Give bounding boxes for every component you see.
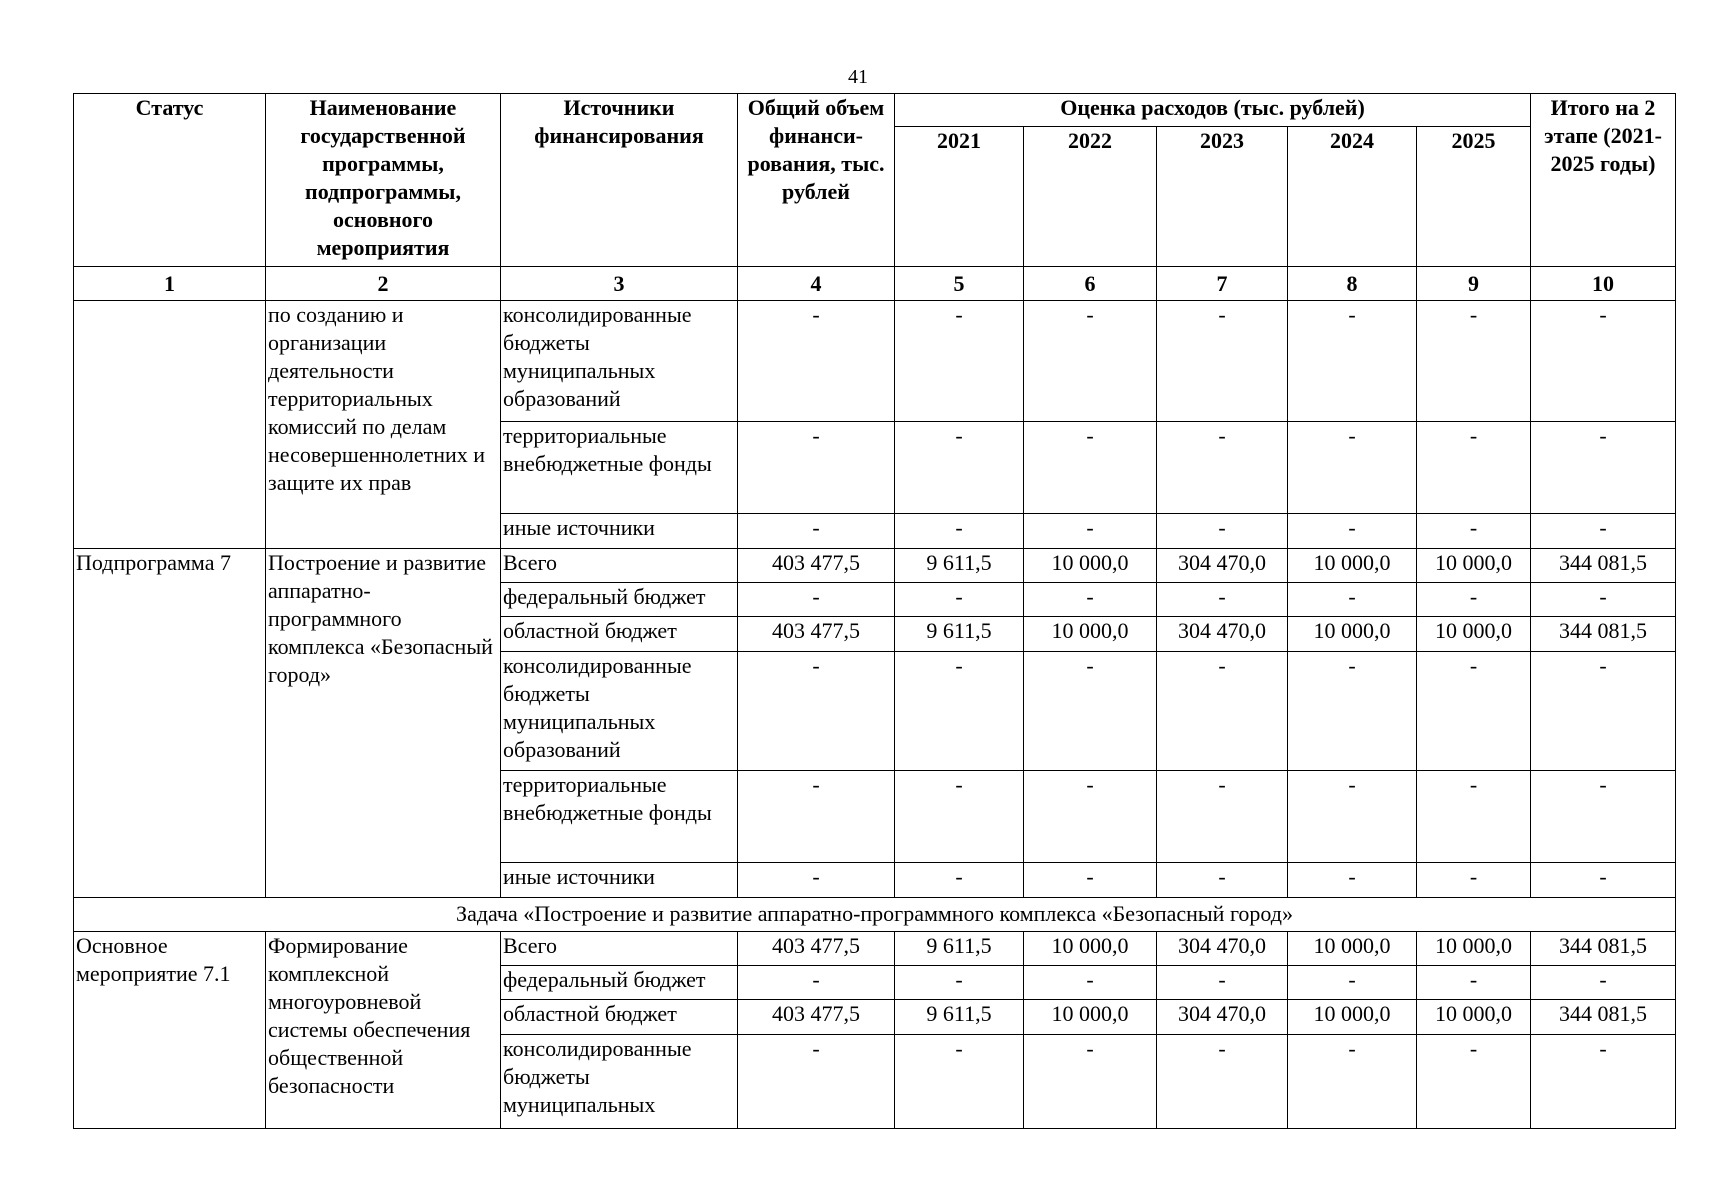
value-cell: - (1288, 514, 1417, 548)
header-total: Общий объем финанси-рования, тыс. рублей (738, 94, 895, 267)
value-cell: 403 477,5 (738, 1000, 895, 1035)
value-cell: - (1288, 1035, 1417, 1129)
value-cell: 10 000,0 (1417, 931, 1531, 965)
value-cell: - (895, 301, 1024, 422)
value-cell: - (1417, 1035, 1531, 1129)
column-numbers-row (74, 267, 1676, 301)
value-cell: - (1024, 863, 1157, 897)
value-cell: - (1024, 421, 1157, 514)
value-cell: - (1157, 301, 1288, 422)
header-row-1 (74, 94, 1676, 127)
header-name: Наименование государственной программы, подпрограммы, основного мероприятия (266, 94, 501, 267)
value-cell: 10 000,0 (1288, 931, 1417, 965)
value-cell: - (1157, 421, 1288, 514)
value-cell: - (1157, 863, 1288, 897)
source-cell: Всего (501, 931, 738, 965)
header-year: 2025 (1417, 127, 1531, 267)
source-cell: иные источники (501, 863, 738, 897)
value-cell: 304 470,0 (1157, 931, 1288, 965)
value-cell: - (1531, 514, 1676, 548)
value-cell: 403 477,5 (738, 931, 895, 965)
value-cell: - (1531, 582, 1676, 616)
value-cell: - (895, 863, 1024, 897)
column-number: 9 (1417, 267, 1531, 301)
value-cell: - (1417, 582, 1531, 616)
value-cell: 10 000,0 (1288, 1000, 1417, 1035)
value-cell: 10 000,0 (1417, 1000, 1531, 1035)
source-cell: консолидированные бюджеты муниципальных образований (501, 301, 738, 422)
value-cell: - (895, 514, 1024, 548)
name-cell: Формирование комплексной многоуровневой системы обеспечения общественной безопасности (266, 931, 501, 1128)
value-cell: - (738, 1035, 895, 1129)
header-year: 2022 (1024, 127, 1157, 267)
value-cell: 304 470,0 (1157, 548, 1288, 582)
value-cell: - (1157, 965, 1288, 999)
name-cell: Построение и развитие аппаратно-программного комплекса «Безопасный город» (266, 548, 501, 897)
value-cell: - (1417, 652, 1531, 771)
header-stage-total: Итого на 2 этапе (2021-2025 годы) (1531, 94, 1676, 267)
value-cell: 344 081,5 (1531, 548, 1676, 582)
value-cell: - (1024, 514, 1157, 548)
source-cell: консолидированные бюджеты муниципальных (501, 1035, 738, 1129)
source-cell: федеральный бюджет (501, 582, 738, 616)
table-row (74, 548, 1676, 582)
value-cell: - (738, 770, 895, 863)
value-cell: - (1157, 514, 1288, 548)
value-cell: - (1288, 582, 1417, 616)
value-cell: - (895, 770, 1024, 863)
column-number: 4 (738, 267, 895, 301)
value-cell: - (1531, 1035, 1676, 1129)
value-cell: - (738, 301, 895, 422)
header-year: 2021 (895, 127, 1024, 267)
value-cell: - (895, 1035, 1024, 1129)
value-cell: - (1157, 1035, 1288, 1129)
value-cell: - (738, 652, 895, 771)
value-cell: - (1024, 582, 1157, 616)
column-number: 8 (1288, 267, 1417, 301)
value-cell: 344 081,5 (1531, 1000, 1676, 1035)
value-cell: 9 611,5 (895, 548, 1024, 582)
source-cell: иные источники (501, 514, 738, 548)
value-cell: 344 081,5 (1531, 616, 1676, 651)
value-cell: 403 477,5 (738, 616, 895, 651)
value-cell: 344 081,5 (1531, 931, 1676, 965)
source-cell: территориальные внебюджетные фонды (501, 421, 738, 514)
source-cell: областной бюджет (501, 1000, 738, 1035)
column-number: 2 (266, 267, 501, 301)
value-cell: 10 000,0 (1417, 548, 1531, 582)
value-cell: - (1024, 301, 1157, 422)
table-row (74, 931, 1676, 965)
value-cell: - (1531, 965, 1676, 999)
value-cell: - (1417, 514, 1531, 548)
source-cell: Всего (501, 548, 738, 582)
value-cell: 10 000,0 (1024, 548, 1157, 582)
name-cell: по созданию и организации деятельности территориальных комиссий по делам несовершеннолетних и защите их прав (266, 301, 501, 548)
value-cell: - (1288, 652, 1417, 771)
value-cell: - (1417, 301, 1531, 422)
value-cell: - (1288, 965, 1417, 999)
value-cell: 304 470,0 (1157, 616, 1288, 651)
value-cell: - (895, 582, 1024, 616)
status-cell: Основное мероприятие 7.1 (74, 931, 266, 1128)
value-cell: - (1024, 1035, 1157, 1129)
financing-table (73, 93, 1676, 1129)
header-status: Статус (74, 94, 266, 267)
value-cell: - (1288, 301, 1417, 422)
value-cell: - (1157, 652, 1288, 771)
value-cell: - (738, 421, 895, 514)
value-cell: - (738, 582, 895, 616)
value-cell: 10 000,0 (1417, 616, 1531, 651)
value-cell: 9 611,5 (895, 1000, 1024, 1035)
column-number: 10 (1531, 267, 1676, 301)
value-cell: - (895, 652, 1024, 771)
value-cell: 9 611,5 (895, 616, 1024, 651)
source-cell: консолидированные бюджеты муниципальных образований (501, 652, 738, 771)
status-cell (74, 301, 266, 548)
column-number: 6 (1024, 267, 1157, 301)
status-cell: Подпрограмма 7 (74, 548, 266, 897)
value-cell: - (1288, 863, 1417, 897)
value-cell: - (1157, 582, 1288, 616)
value-cell: - (1531, 770, 1676, 863)
header-sources: Источники финансирования (501, 94, 738, 267)
table-row (74, 301, 1676, 422)
value-cell: - (738, 965, 895, 999)
header-year: 2024 (1288, 127, 1417, 267)
source-cell: областной бюджет (501, 616, 738, 651)
value-cell: 403 477,5 (738, 548, 895, 582)
value-cell: 10 000,0 (1288, 548, 1417, 582)
value-cell: 304 470,0 (1157, 1000, 1288, 1035)
value-cell: - (1531, 863, 1676, 897)
task-row (74, 897, 1676, 931)
source-cell: территориальные внебюджетные фонды (501, 770, 738, 863)
value-cell: - (1531, 421, 1676, 514)
column-number: 1 (74, 267, 266, 301)
value-cell: - (1157, 770, 1288, 863)
value-cell: 10 000,0 (1024, 616, 1157, 651)
header-year: 2023 (1157, 127, 1288, 267)
value-cell: 10 000,0 (1024, 1000, 1157, 1035)
column-number: 5 (895, 267, 1024, 301)
value-cell: - (1024, 965, 1157, 999)
value-cell: 10 000,0 (1024, 931, 1157, 965)
value-cell: - (738, 863, 895, 897)
value-cell: - (895, 421, 1024, 514)
value-cell: - (1531, 301, 1676, 422)
value-cell: - (1417, 770, 1531, 863)
source-cell: федеральный бюджет (501, 965, 738, 999)
value-cell: - (1417, 863, 1531, 897)
column-number: 7 (1157, 267, 1288, 301)
value-cell: - (1531, 652, 1676, 771)
value-cell: - (738, 514, 895, 548)
value-cell: - (1417, 965, 1531, 999)
value-cell: 10 000,0 (1288, 616, 1417, 651)
page-number: 41 (848, 66, 868, 88)
value-cell: - (1288, 421, 1417, 514)
value-cell: - (1288, 770, 1417, 863)
task-title: Задача «Построение и развитие аппаратно-программного комплекса «Безопасный город» (74, 897, 1676, 931)
header-estimate: Оценка расходов (тыс. рублей) (895, 94, 1531, 127)
value-cell: - (1024, 652, 1157, 771)
column-number: 3 (501, 267, 738, 301)
value-cell: 9 611,5 (895, 931, 1024, 965)
value-cell: - (1417, 421, 1531, 514)
value-cell: - (1024, 770, 1157, 863)
value-cell: - (895, 965, 1024, 999)
